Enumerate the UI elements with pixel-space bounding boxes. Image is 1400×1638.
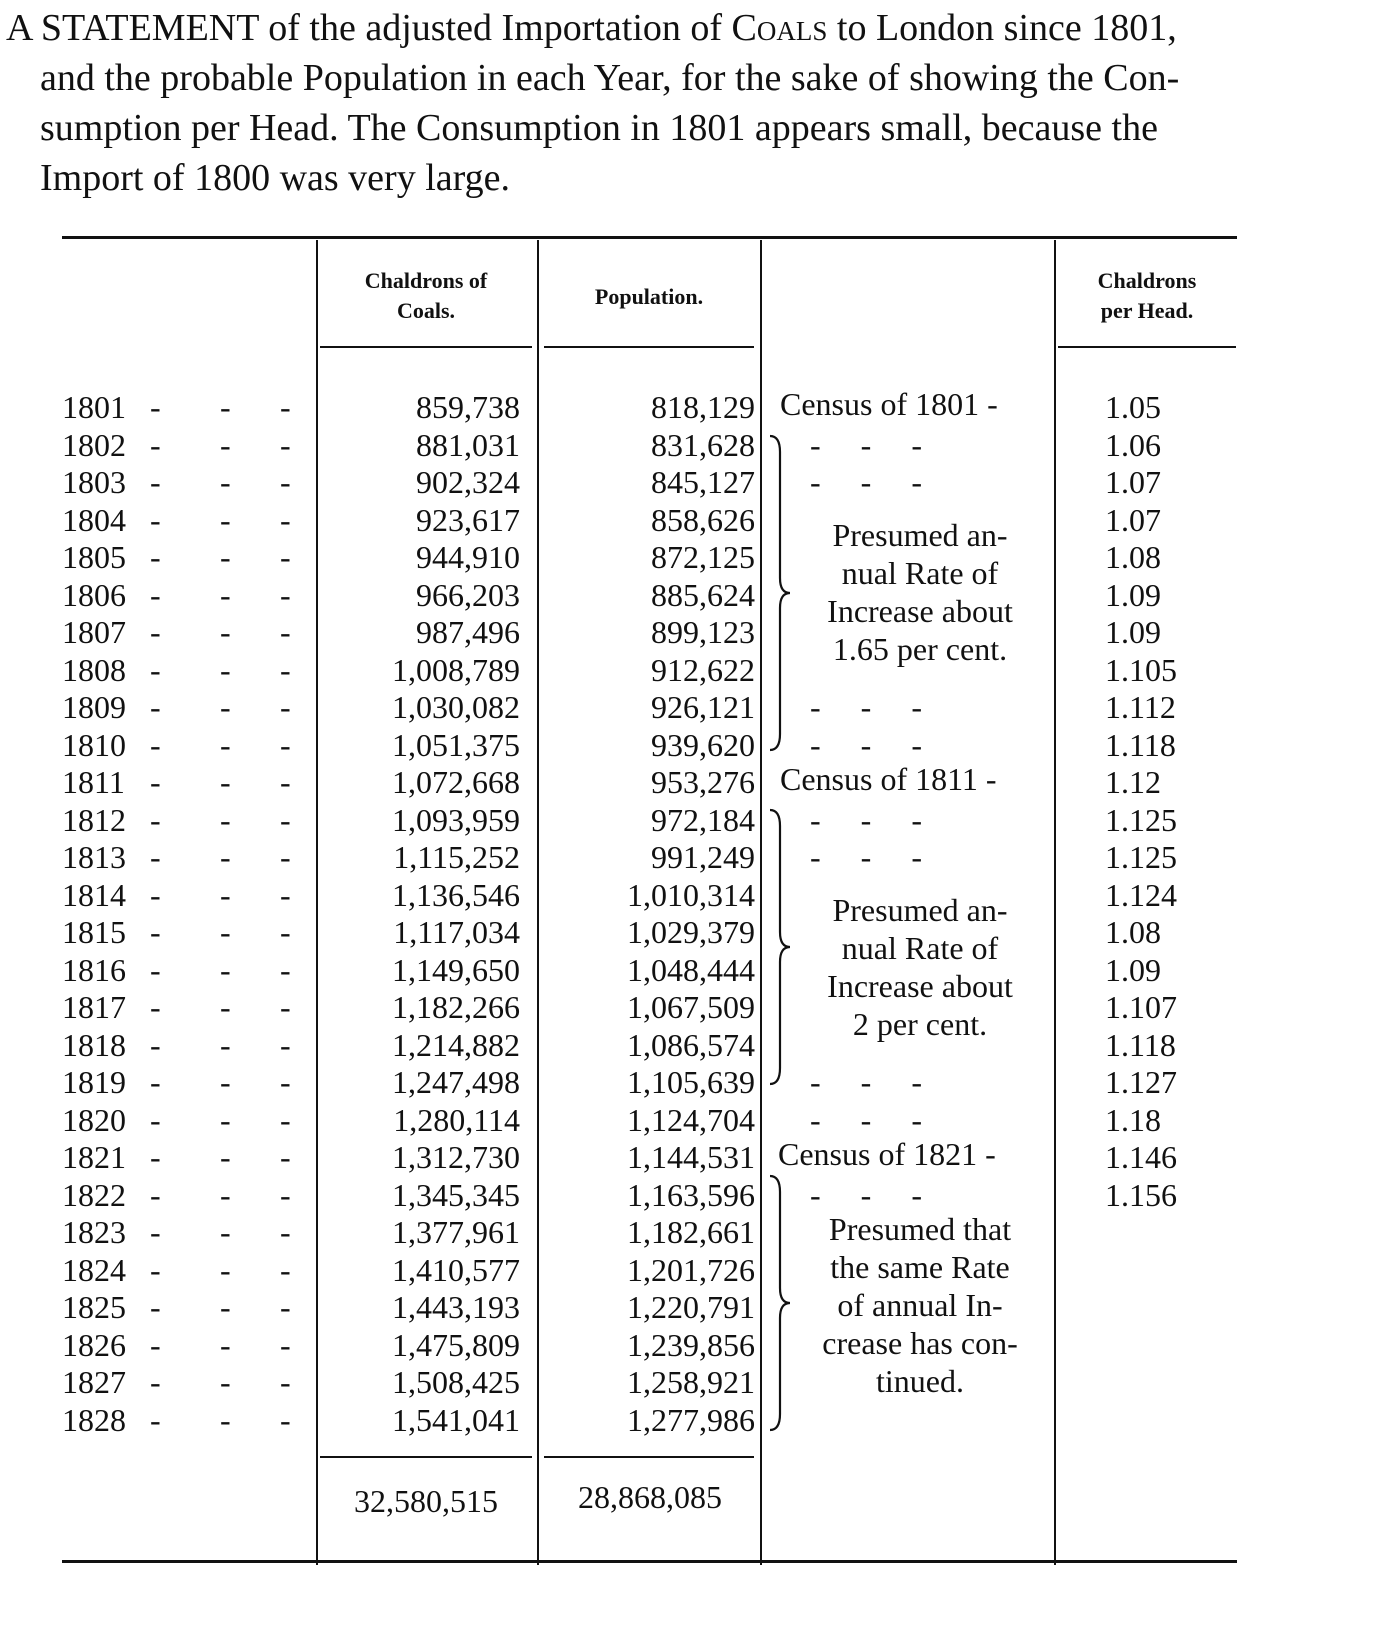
dash: - [220,1139,231,1175]
per-head-cell: 1.12 [1105,764,1161,800]
dash: - [280,1064,291,1100]
coals-cell: 881,031 [416,427,520,463]
dash: - [150,389,161,425]
note-dash-row: - - - [810,1064,922,1100]
coals-cell: 1,508,425 [392,1364,520,1400]
coals-cell: 1,247,498 [392,1064,520,1100]
population-cell: 1,048,444 [627,952,755,988]
dash: - [280,577,291,613]
dash: - [220,1064,231,1100]
year-cell: 1809 [62,689,126,725]
coals-cell: 923,617 [416,502,520,538]
population-cell: 1,144,531 [627,1139,755,1175]
coals-cell: 1,475,809 [392,1327,520,1363]
dash: - [280,877,291,913]
per-head-cell: 1.07 [1105,502,1161,538]
year-cell: 1804 [62,502,126,538]
per-head-cell: 1.06 [1105,427,1161,463]
per-head-cell: 1.118 [1105,727,1176,763]
header-coals: Chaldrons of Coals. [364,268,488,323]
dash: - [220,689,231,725]
brace-icon [764,806,794,1088]
dash: - [280,1027,291,1063]
note-dash-row: - - - [810,1177,922,1213]
population-cell: 1,086,574 [627,1027,755,1063]
note-dash-row: - - - [810,689,922,725]
dash: - [150,1102,161,1138]
coals-cell: 987,496 [416,614,520,650]
population-cell: 858,626 [651,502,755,538]
note-census-1811: Census of 1811 - [780,761,997,797]
population-cell: 1,277,986 [627,1402,755,1438]
note-dash-row: - - - [810,464,922,500]
dash: - [280,727,291,763]
dash: - [220,839,231,875]
dash: - [280,1139,291,1175]
per-head-cell: 1.18 [1105,1102,1161,1138]
year-cell: 1827 [62,1364,126,1400]
caption-line-4: Import of 1800 was very large. [40,157,510,199]
dash: - [220,577,231,613]
note-presumed-3: Presumed that the same Rate of annual In- crease has con- tinued. [822,1211,1018,1399]
column-divider [537,240,539,1565]
population-cell: 1,029,379 [627,914,755,950]
note-dash-row: - - - [810,839,922,875]
per-head-cell: 1.107 [1105,989,1177,1025]
dash: - [150,614,161,650]
column-divider [760,240,762,1565]
dash: - [280,764,291,800]
note-dash-row: - - - [810,802,922,838]
dash: - [220,427,231,463]
coals-cell: 944,910 [416,539,520,575]
coals-cell: 1,136,546 [392,877,520,913]
population-cell: 1,163,596 [627,1177,755,1213]
population-cell: 1,182,661 [627,1214,755,1250]
total-rule [320,1456,532,1458]
per-head-cell: 1.156 [1105,1177,1177,1213]
year-cell: 1825 [62,1289,126,1325]
dash: - [280,614,291,650]
per-head-cell: 1.105 [1105,652,1177,688]
per-head-cell: 1.127 [1105,1064,1177,1100]
population-cell: 1,258,921 [627,1364,755,1400]
dash: - [220,952,231,988]
dash: - [150,577,161,613]
dash: - [220,914,231,950]
population-cell: 972,184 [651,802,755,838]
dash: - [220,502,231,538]
dash: - [220,464,231,500]
caption-line-2: and the probable Population in each Year, for the sake of showing the Con- [40,57,1180,99]
population-cell: 872,125 [651,539,755,575]
per-head-cell: 1.08 [1105,914,1161,950]
dash: - [150,689,161,725]
year-cell: 1828 [62,1402,126,1438]
note-presumed-1: Presumed an- nual Rate of Increase about 1.65 per cent. [827,517,1013,667]
per-head-cell: 1.118 [1105,1027,1176,1063]
per-head-cell: 1.09 [1105,952,1161,988]
header-population: Population. [594,284,704,309]
header-per-head: Chaldrons per Head. [1097,268,1197,323]
caption-text: A STATEMENT of the adjusted Importation of [6,7,732,49]
per-head-cell: 1.112 [1105,689,1176,725]
year-cell: 1818 [62,1027,126,1063]
coals-cell: 1,093,959 [392,802,520,838]
dash: - [220,989,231,1025]
per-head-cell: 1.146 [1105,1139,1177,1175]
note-dash-row: - - - [810,727,922,763]
dash: - [150,764,161,800]
dash: - [280,989,291,1025]
dash: - [150,1214,161,1250]
dash: - [150,1139,161,1175]
dash: - [220,614,231,650]
population-cell: 1,239,856 [627,1327,755,1363]
per-head-cell: 1.09 [1105,577,1161,613]
population-cell: 1,201,726 [627,1252,755,1288]
dash: - [280,652,291,688]
dash: - [220,1027,231,1063]
year-cell: 1819 [62,1064,126,1100]
dash: - [150,1289,161,1325]
population-cell: 1,105,639 [627,1064,755,1100]
table-bottom-rule [62,1560,1237,1563]
coals-cell: 1,377,961 [392,1214,520,1250]
dash: - [280,427,291,463]
dash: - [150,502,161,538]
coals-cell: 1,280,114 [393,1102,520,1138]
per-head-cell: 1.08 [1105,539,1161,575]
dash: - [280,839,291,875]
dash: - [220,802,231,838]
dash: - [220,1364,231,1400]
dash: - [220,1289,231,1325]
population-cell: 818,129 [651,389,755,425]
dash: - [220,652,231,688]
year-cell: 1817 [62,989,126,1025]
population-cell: 845,127 [651,464,755,500]
dash: - [150,1402,161,1438]
year-cell: 1826 [62,1327,126,1363]
dash: - [220,1327,231,1363]
dash: - [220,1177,231,1213]
dash: - [280,1214,291,1250]
dash: - [280,1252,291,1288]
dash: - [150,1177,161,1213]
year-cell: 1801 [62,389,126,425]
header-underline [320,346,532,348]
dash: - [220,539,231,575]
caption-line-3: sumption per Head. The Consumption in 1801 appears small, because the [40,107,1158,149]
dash: - [150,839,161,875]
dash: - [150,727,161,763]
note-presumed-2: Presumed an- nual Rate of Increase about 2 per cent. [827,892,1013,1042]
coals-cell: 1,345,345 [392,1177,520,1213]
population-cell: 831,628 [651,427,755,463]
year-cell: 1810 [62,727,126,763]
caption-small-caps: Coals [731,7,828,49]
year-cell: 1814 [62,877,126,913]
population-cell: 885,624 [651,577,755,613]
year-cell: 1803 [62,464,126,500]
dash: - [150,1327,161,1363]
dash: - [150,914,161,950]
dash: - [220,727,231,763]
year-cell: 1824 [62,1252,126,1288]
dash: - [280,1102,291,1138]
per-head-cell: 1.07 [1105,464,1161,500]
per-head-cell: 1.05 [1105,389,1161,425]
coals-cell: 1,008,789 [392,652,520,688]
population-cell: 899,123 [651,614,755,650]
year-cell: 1802 [62,427,126,463]
year-cell: 1808 [62,652,126,688]
population-cell: 1,220,791 [627,1289,755,1325]
population-cell: 1,124,704 [627,1102,755,1138]
dash: - [150,539,161,575]
dash: - [280,1402,291,1438]
population-cell: 1,010,314 [627,877,755,913]
brace-icon [764,432,794,754]
coals-cell: 1,541,041 [392,1402,520,1438]
dash: - [280,539,291,575]
dash: - [280,1177,291,1213]
dash: - [280,952,291,988]
dash: - [280,802,291,838]
caption-text: to London since 1801, [827,7,1177,49]
year-cell: 1813 [62,839,126,875]
total-population: 28,868,085 [578,1479,722,1515]
coals-cell: 902,324 [416,464,520,500]
header-underline [544,346,754,348]
per-head-cell: 1.125 [1105,802,1177,838]
coals-cell: 1,410,577 [392,1252,520,1288]
population-cell: 1,067,509 [627,989,755,1025]
dash: - [150,952,161,988]
dash: - [220,877,231,913]
coals-cell: 1,214,882 [392,1027,520,1063]
column-divider [1054,240,1056,1565]
note-dash-row: - - - [810,427,922,463]
year-cell: 1806 [62,577,126,613]
coals-cell: 1,030,082 [392,689,520,725]
dash: - [280,1327,291,1363]
note-census-1821: Census of 1821 - [778,1136,996,1172]
dash: - [280,464,291,500]
population-cell: 991,249 [651,839,755,875]
dash: - [150,877,161,913]
year-cell: 1811 [62,764,125,800]
per-head-cell: 1.124 [1105,877,1177,913]
per-head-cell: 1.09 [1105,614,1161,650]
dash: - [280,1364,291,1400]
coals-cell: 1,312,730 [392,1139,520,1175]
year-cell: 1823 [62,1214,126,1250]
year-cell: 1805 [62,539,126,575]
dash: - [150,464,161,500]
coals-cell: 1,149,650 [392,952,520,988]
coals-cell: 1,443,193 [392,1289,520,1325]
total-coals: 32,580,515 [354,1483,498,1519]
year-cell: 1822 [62,1177,126,1213]
dash: - [150,1027,161,1063]
dash: - [220,1214,231,1250]
table-top-rule [62,236,1237,239]
total-rule [544,1456,754,1458]
dash: - [280,1289,291,1325]
coals-cell: 1,072,668 [392,764,520,800]
coals-cell: 859,738 [416,389,520,425]
population-cell: 939,620 [651,727,755,763]
note-census-1801: Census of 1801 - [780,386,998,422]
dash: - [150,1364,161,1400]
dash: - [280,502,291,538]
dash: - [150,652,161,688]
coals-cell: 1,051,375 [392,727,520,763]
dash: - [280,689,291,725]
coals-cell: 1,115,252 [393,839,520,875]
dash: - [150,989,161,1025]
caption-line-1 [6,2,1177,54]
column-divider [316,240,318,1565]
dash: - [220,389,231,425]
per-head-cell: 1.125 [1105,839,1177,875]
dash: - [220,1102,231,1138]
year-cell: 1807 [62,614,126,650]
dash: - [220,764,231,800]
dash: - [280,914,291,950]
coals-cell: 1,117,034 [393,914,520,950]
dash: - [150,1064,161,1100]
population-cell: 926,121 [651,689,755,725]
brace-icon [764,1172,794,1434]
coals-cell: 1,182,266 [392,989,520,1025]
year-cell: 1821 [62,1139,126,1175]
population-cell: 953,276 [651,764,755,800]
header-underline [1058,346,1236,348]
year-cell: 1812 [62,802,126,838]
year-cell: 1820 [62,1102,126,1138]
dash: - [220,1252,231,1288]
dash: - [280,389,291,425]
coals-cell: 966,203 [416,577,520,613]
dash: - [150,427,161,463]
year-cell: 1815 [62,914,126,950]
population-cell: 912,622 [651,652,755,688]
note-dash-row: - - - [810,1102,922,1138]
dash: - [220,1402,231,1438]
dash: - [150,802,161,838]
dash: - [150,1252,161,1288]
year-cell: 1816 [62,952,126,988]
